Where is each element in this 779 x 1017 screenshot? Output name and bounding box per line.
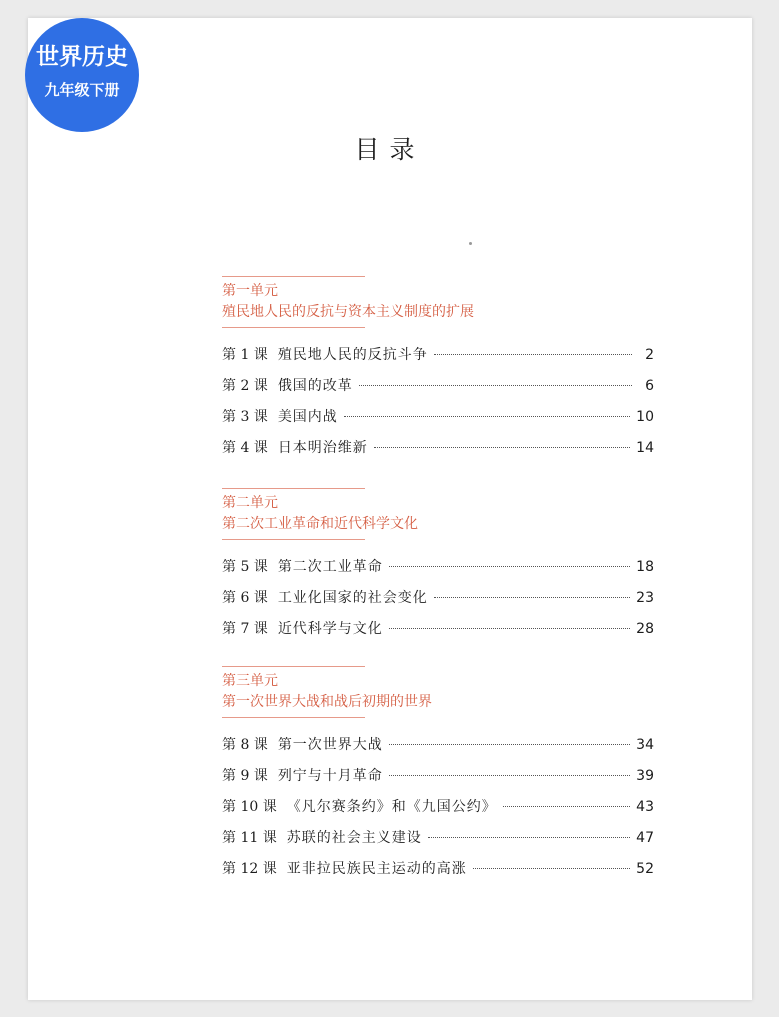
unit-label: 第一单元	[222, 283, 278, 299]
lesson-page-number: 28	[636, 621, 654, 637]
dot-leader	[389, 775, 630, 776]
lesson-title: 第二次工业革命	[277, 559, 383, 575]
lesson-page-number: 10	[636, 409, 654, 425]
unit-name: 第二次工业革命和近代科学文化	[222, 516, 418, 532]
lesson-page-number: 14	[636, 440, 654, 456]
lesson-title: 近代科学与文化	[277, 621, 383, 637]
lesson-title: 第一次世界大战	[277, 737, 383, 753]
lesson-number: 第 1 课	[222, 347, 268, 363]
unit-divider	[222, 327, 365, 328]
dot-leader	[434, 597, 630, 598]
lesson-number: 第 12 课	[222, 861, 277, 877]
lesson-number: 第 9 课	[222, 768, 268, 784]
lesson-entry[interactable]	[222, 827, 654, 858]
lesson-page-number: 18	[636, 559, 654, 575]
unit-divider	[222, 717, 365, 718]
page-title: 目录	[354, 135, 425, 164]
dot-leader	[359, 385, 632, 386]
lesson-page-number: 39	[636, 768, 654, 784]
dot-leader	[434, 354, 632, 355]
lesson-number: 第 3 课	[222, 409, 268, 425]
lesson-page-number: 6	[645, 378, 654, 394]
unit-divider	[222, 276, 365, 277]
lesson-number: 第 8 课	[222, 737, 268, 753]
lesson-title: 俄国的改革	[277, 378, 353, 394]
lesson-number: 第 7 课	[222, 621, 268, 637]
lesson-page-number: 47	[636, 830, 654, 846]
print-speck	[469, 242, 472, 245]
lesson-page-number: 2	[645, 347, 654, 363]
lesson-number: 第 4 课	[222, 440, 268, 456]
unit-label: 第二单元	[222, 495, 278, 511]
lesson-page-number: 43	[636, 799, 654, 815]
lesson-entry[interactable]	[222, 344, 654, 375]
lesson-list	[222, 556, 654, 649]
unit-name: 殖民地人民的反抗与资本主义制度的扩展	[222, 304, 474, 320]
lesson-page-number: 34	[636, 737, 654, 753]
unit-label: 第三单元	[222, 673, 278, 689]
lesson-page-number: 23	[636, 590, 654, 606]
lesson-number: 第 2 课	[222, 378, 268, 394]
lesson-title: 殖民地人民的反抗斗争	[277, 347, 428, 363]
lesson-entry[interactable]	[222, 406, 654, 437]
lesson-entry[interactable]	[222, 796, 654, 827]
dot-leader	[503, 806, 630, 807]
lesson-entry[interactable]	[222, 375, 654, 406]
badge-title: 世界历史	[36, 44, 128, 70]
lesson-entry[interactable]	[222, 556, 654, 587]
lesson-number: 第 6 课	[222, 590, 268, 606]
lesson-title: 亚非拉民族民主运动的高涨	[286, 861, 467, 877]
unit-divider	[222, 488, 365, 489]
dot-leader	[344, 416, 630, 417]
lesson-entry[interactable]	[222, 618, 654, 649]
dot-leader	[374, 447, 630, 448]
dot-leader	[389, 744, 630, 745]
unit-divider	[222, 666, 365, 667]
dot-leader	[389, 628, 630, 629]
lesson-title: 日本明治维新	[277, 440, 368, 456]
lesson-list	[222, 344, 654, 468]
lesson-entry[interactable]	[222, 587, 654, 618]
unit-divider	[222, 539, 365, 540]
lesson-title: 工业化国家的社会变化	[277, 590, 428, 606]
badge-subtitle: 九年级下册	[44, 81, 120, 99]
lesson-number: 第 11 课	[222, 830, 277, 846]
lesson-number: 第 5 课	[222, 559, 268, 575]
dot-leader	[389, 566, 630, 567]
lesson-title: 美国内战	[277, 409, 338, 425]
lesson-title: 列宁与十月革命	[277, 768, 383, 784]
lesson-title: 苏联的社会主义建设	[286, 830, 422, 846]
unit-section	[222, 276, 654, 468]
lesson-number: 第 10 课	[222, 799, 277, 815]
lesson-list	[222, 734, 654, 889]
lesson-title: 《凡尔赛条约》和《九国公约》	[286, 799, 497, 815]
lesson-entry[interactable]	[222, 437, 654, 468]
unit-section	[222, 666, 654, 889]
book-badge	[25, 18, 139, 132]
lesson-entry[interactable]	[222, 858, 654, 889]
dot-leader	[473, 868, 630, 869]
lesson-entry[interactable]	[222, 734, 654, 765]
lesson-page-number: 52	[636, 861, 654, 877]
unit-section	[222, 488, 654, 649]
unit-name: 第一次世界大战和战后初期的世界	[222, 694, 432, 710]
lesson-entry[interactable]	[222, 765, 654, 796]
dot-leader	[428, 837, 630, 838]
